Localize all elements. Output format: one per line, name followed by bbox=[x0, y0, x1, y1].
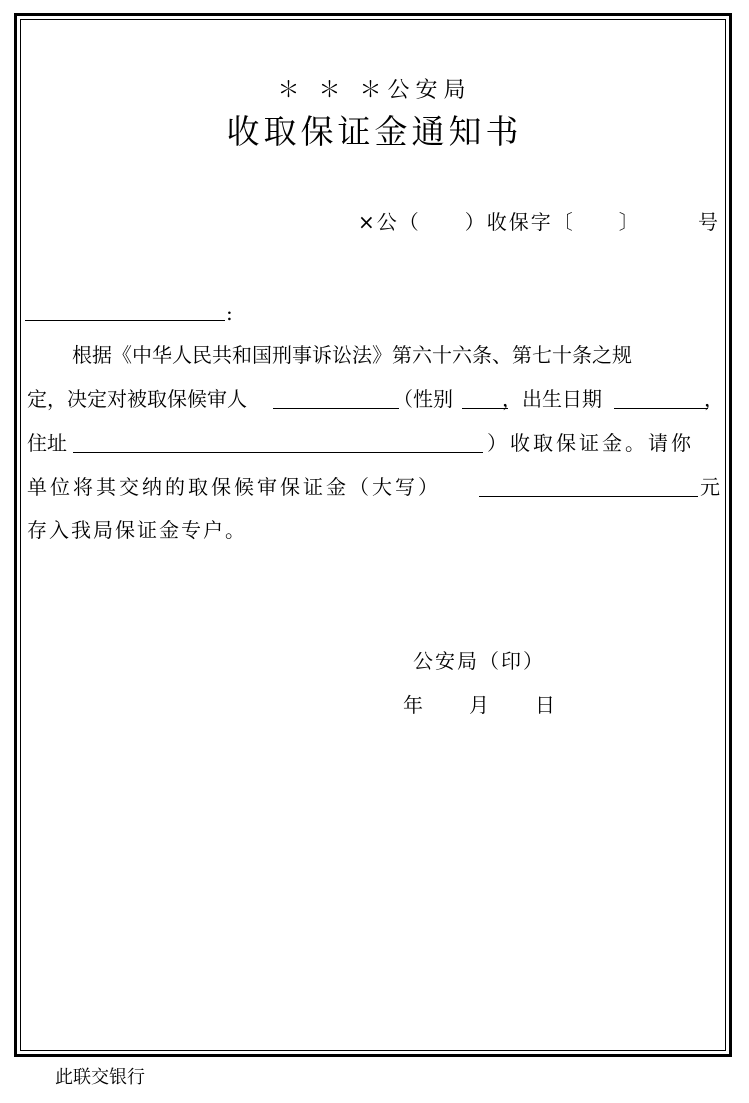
signature-date: 年 月 日 bbox=[403, 693, 557, 717]
amount-blank[interactable] bbox=[479, 496, 698, 497]
document-number-suffix: 号 bbox=[698, 210, 718, 234]
currency-unit: 元 bbox=[700, 475, 720, 499]
body-line-5: 存入我局保证金专户。 bbox=[27, 518, 247, 542]
body-line-4-text: 单位将其交纳的取保候审保证金（大写） bbox=[27, 475, 441, 499]
address-label: 住址 bbox=[27, 431, 67, 455]
line-2-end: ， bbox=[704, 387, 724, 411]
addressee-blank[interactable] bbox=[25, 320, 225, 321]
issuing-office-seal: 公安局（印） bbox=[413, 649, 545, 673]
issuing-organization: ＊ ＊ ＊公安局 bbox=[277, 78, 472, 103]
suspect-name-blank[interactable] bbox=[273, 408, 399, 409]
body-line-1: 根据《中华人民共和国刑事诉讼法》第六十六条、第七十条之规 bbox=[72, 343, 632, 367]
birthdate-label: ，出生日期 bbox=[502, 387, 602, 411]
document-title: 收取保证金通知书 bbox=[226, 112, 523, 151]
address-blank[interactable] bbox=[73, 452, 483, 453]
birthdate-blank[interactable] bbox=[614, 408, 708, 409]
copy-destination-note: 此联交银行 bbox=[55, 1067, 145, 1088]
body-line-2-text: 定，决定对被取保候审人 bbox=[27, 387, 247, 411]
gender-label: （性别 bbox=[393, 387, 453, 411]
addressee-colon: : bbox=[226, 301, 233, 325]
body-line-3-text: ）收取保证金。请你 bbox=[487, 431, 694, 455]
document-number: ×公（ ）收保字〔 〕 bbox=[358, 210, 641, 234]
